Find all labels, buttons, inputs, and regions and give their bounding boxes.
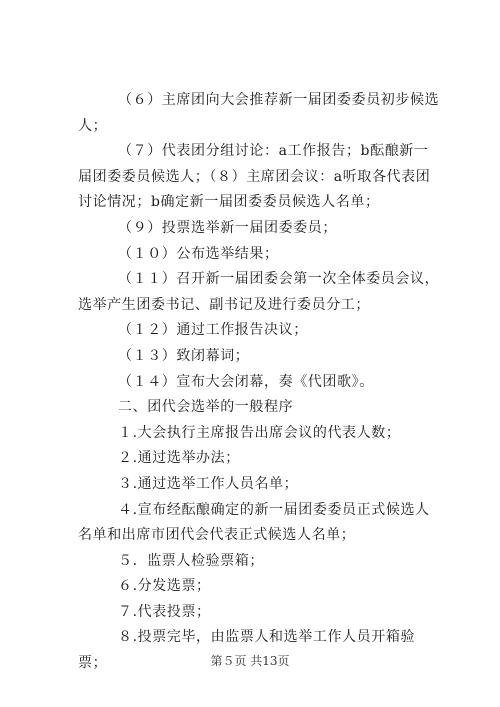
paragraph-item-14: （１４）宣布大会闭幕，奏《代团歌》。 <box>118 373 374 390</box>
paragraph-item-12: （１２）通过工作报告决议； <box>118 322 308 339</box>
procedure-step-6: ６.分发选票； <box>118 578 211 595</box>
procedure-step-7: ７.代表投票； <box>118 603 211 620</box>
section-heading: 二、团代会选举的一般程序 <box>118 399 294 416</box>
procedure-step-4: ４.宣布经酝酿确定的新一届团委委员正式候选人名单和出席市团代会代表正式候选人名单； <box>78 501 430 544</box>
procedure-step-8: ８.投票完毕，由监票人和选举工作人员开箱验票； <box>78 629 416 672</box>
page-number-footer: 第５页 共13页 <box>210 654 290 668</box>
paragraph-item-7-8: （７）代表团分组讨论：a工作报告；b酝酿新一届团委委员候选人；（８）主席团会议：a听取各代表团讨论情况；b确定新一届团委委员候选人名单； <box>78 143 431 211</box>
paragraph-item-13: （１３）致闭幕词； <box>118 347 250 364</box>
paragraph-item-10: （１０）公布选举结果； <box>118 245 279 262</box>
procedure-step-5: ５．监票人检验票箱； <box>118 552 264 569</box>
procedure-step-3: ３.通过选举工作人员名单； <box>118 475 299 492</box>
paragraph-item-11: （１１）召开新一届团委会第一次全体委员会议，选举产生团委书记、副书记及进行委员分工； <box>78 271 440 313</box>
paragraph-item-9: （９）投票选举新一届团委委员； <box>118 219 337 236</box>
procedure-step-1: １.大会执行主席报告出席会议的代表人数； <box>118 424 401 441</box>
paragraph-item-6: （６）主席团向大会推荐新一届团委委员初步候选人； <box>78 92 440 134</box>
document-body <box>0 88 500 677</box>
procedure-step-2: ２.通过选举办法； <box>118 450 240 467</box>
